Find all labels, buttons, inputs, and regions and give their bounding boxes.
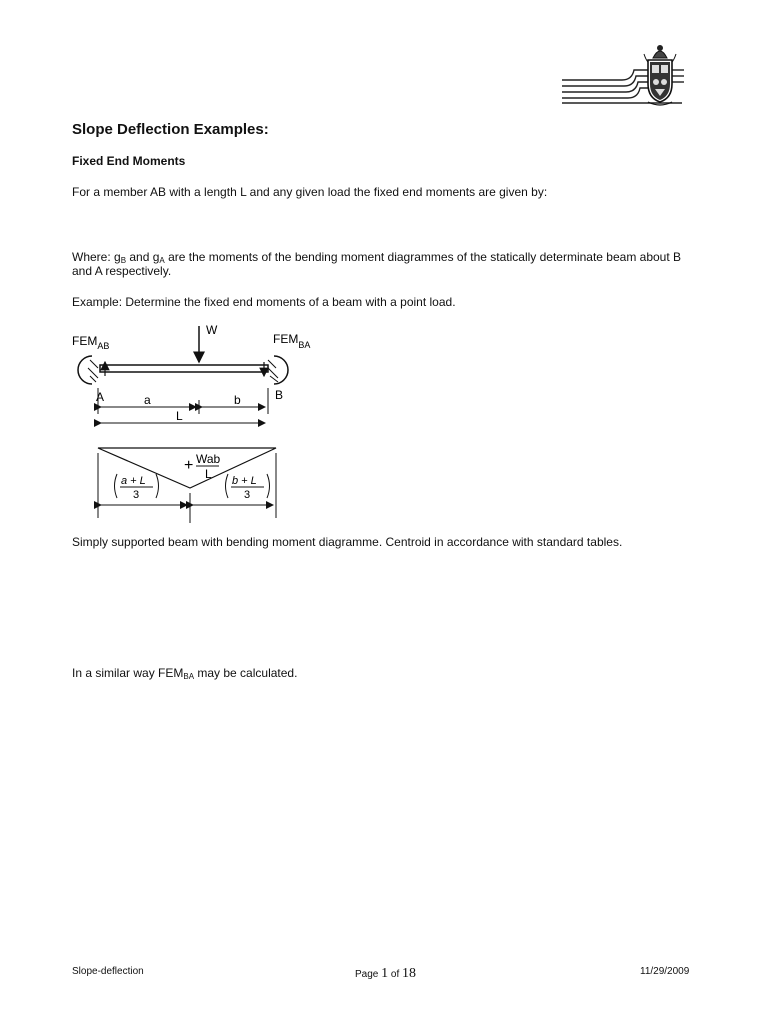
where-subscript-a: A — [159, 256, 165, 265]
intro-paragraph: For a member AB with a length L and any given load the fixed end moments are given by: — [72, 185, 548, 199]
centroid-left-numerator: a + L — [121, 475, 146, 487]
footer-date: 11/29/2009 — [640, 966, 690, 977]
fixed-support-a — [78, 356, 98, 384]
diagram-caption: Simply supported beam with bending moment diagramme. Centroid in accordance with standard tables. — [72, 535, 623, 549]
footer-page-total: 18 — [402, 966, 417, 981]
load-label: W — [206, 323, 218, 337]
where-text-mid: and g — [126, 250, 160, 264]
bm-plus-sign: + — [184, 457, 194, 474]
beam — [100, 365, 268, 372]
similar-paragraph — [72, 666, 297, 680]
fixed-support-b — [268, 356, 288, 384]
similar-subscript: BA — [183, 672, 195, 681]
similar-text-post: may be calculated. — [194, 666, 298, 680]
similar-text-pre: In a similar way FEM — [72, 666, 184, 680]
where-subscript-b: B — [120, 256, 127, 265]
dimension-b-label: b — [234, 393, 241, 407]
footer-of-word: of — [390, 969, 400, 980]
where-text-post: are the moments of the bending moment diagrammes of the statically determinate beam about B and A respectively. — [72, 250, 682, 278]
fem-ab-label: $FEM_{AB}$ — [72, 334, 110, 351]
university-logo — [560, 40, 690, 106]
support-a-label: A — [96, 390, 105, 404]
dimension-L-label: L — [176, 409, 183, 423]
fem-ba-label: $FEM_{BA}$ — [273, 332, 311, 350]
bm-peak-numerator: Wab — [196, 452, 221, 466]
centroid-right-numerator: b + L — [232, 475, 257, 487]
where-text-pre: Where: g — [72, 250, 121, 264]
example-paragraph: Example: Determine the fixed end moments of a beam with a point load. — [72, 295, 456, 309]
footer-page-word: Page — [355, 969, 379, 980]
footer-page-current: 1 — [381, 966, 389, 981]
centroid-right-denominator: 3 — [244, 489, 251, 501]
page-title: Slope Deflection Examples: — [72, 121, 269, 138]
where-paragraph — [72, 250, 692, 278]
dimension-a-label: a — [144, 393, 151, 407]
footer-doc-name: Slope-deflection — [72, 966, 144, 977]
footer-page-number — [355, 966, 416, 982]
centroid-left-denominator: 3 — [133, 489, 140, 501]
support-b-label: B — [275, 388, 284, 402]
bm-peak-denominator: L — [205, 467, 212, 481]
beam-diagram — [68, 318, 318, 523]
section-heading: Fixed End Moments — [72, 154, 186, 168]
